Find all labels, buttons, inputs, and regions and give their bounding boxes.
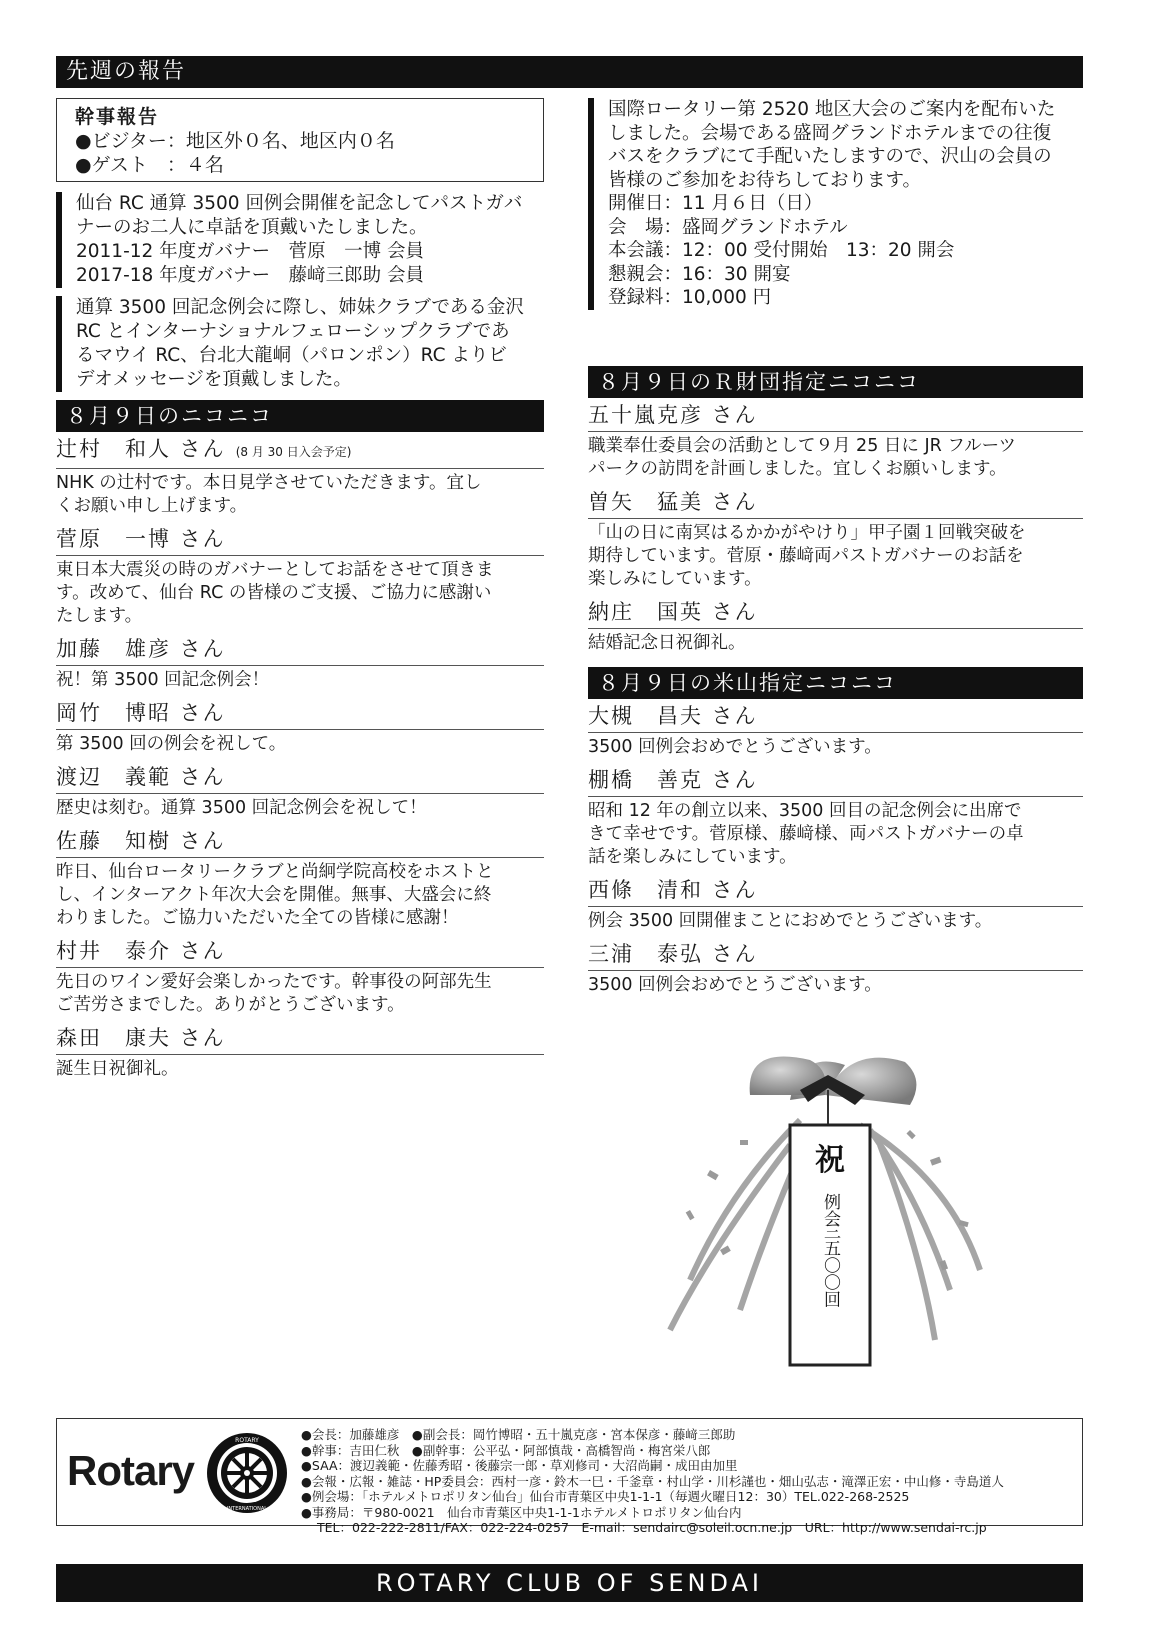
yoneyama-heading: ８月９日の米山指定ニコニコ xyxy=(588,667,1083,699)
message-text: 昨日、仙台ロータリークラブと尚絅学院高校をホストと し、インターアクト年次大会を開催。無事、大盛会に終 わりました。ご協力いただいた全ての皆様に感謝！ xyxy=(56,862,494,928)
officer-line: ●幹事：吉田仁秋 ●副幹事：公平弘・阿部慎哉・高橋智尚・梅宮栄八郎 xyxy=(301,1442,711,1458)
officer-line: ●例会場：「ホテルメトロポリタン仙台」仙台市青葉区中央1-1-1（毎週火曜日12：30）TEL.022-268-2525 xyxy=(301,1489,910,1504)
page-title: 先週の報告 xyxy=(56,56,1083,88)
right-column xyxy=(588,98,1083,1001)
message-entry xyxy=(588,398,1083,485)
member-name: 納庄 国英 さん xyxy=(588,595,1083,629)
member-name: 大槻 昌夫 さん xyxy=(588,699,1083,733)
message-entry xyxy=(588,763,1083,873)
officer-line: ●会長：加藤雄彦 ●副会長：岡竹博昭・五十嵐克彦・宮本保彦・藤﨑三郎助 xyxy=(301,1427,736,1442)
message-text: NHK の辻村です。本日見学させていただきます。宜し くお願い申し上げます。 xyxy=(56,473,482,516)
officer-line: ●事務局：〒980-0021 仙台市青葉区中央1-1-1ホテルメトロポリタン仙台内 xyxy=(301,1504,742,1520)
contact-line: TEL：022-222-2811/FAX：022-224-0257 E-mail：sendairc@soleil.ocn.ne.jp URL：http://www.sendai-rc.jp xyxy=(317,1520,987,1535)
message-text: 3500 回例会おめでとうございます。 xyxy=(588,736,882,757)
member-name: 棚橋 善克 さん xyxy=(588,763,1083,797)
message-entry xyxy=(56,432,544,522)
message-entry xyxy=(588,595,1083,659)
message-entry xyxy=(588,699,1083,763)
message-text: 昭和 12 年の創立以来、3500 回目の記念例会に出席で きて幸せです。菅原様、藤﨑様、両パストガバナーの卓 話を楽しみにしています。 xyxy=(588,800,1024,867)
message-entry xyxy=(56,824,544,934)
rotary-logo-text: Rotary xyxy=(67,1447,195,1494)
message-text: 東日本大震災の時のガバナーとしてお話をさせて頂きま す。改めて、仙台 RC の皆様のご支援、ご協力に感謝い たします。 xyxy=(56,560,494,626)
officer-line: ●会報・広報・雑誌・HP委員会：西村一彦・鈴木一巳・千釜章・村山学・川杉謹也・畑山弘志・滝澤正宏・中山修・寺島道人 xyxy=(301,1473,1004,1489)
message-text: 結婚記念日祝御礼。 xyxy=(588,632,746,653)
notice-line: 通算 3500 回記念例会に際し、姉妹クラブである金沢 xyxy=(76,297,524,318)
member-name: 加藤 雄彦 さん xyxy=(56,632,544,666)
officers-list xyxy=(301,1427,1004,1536)
message-text: 誕生日祝御礼。 xyxy=(56,1059,179,1079)
member-name: 辻村 和人 さん (8 月 30 日入会予定) xyxy=(56,432,544,469)
nikoniko-list xyxy=(56,432,544,1085)
member-name: 菅原 一博 さん xyxy=(56,522,544,556)
message-text: 祝！第 3500 回記念例会！ xyxy=(56,670,270,690)
member-name: 森田 康夫 さん xyxy=(56,1021,544,1055)
message-text: 先日のワイン愛好会楽しかったです。幹事役の阿部先生 ご苦労さまでした。ありがとうございます。 xyxy=(56,972,492,1015)
message-entry xyxy=(56,632,544,696)
message-entry xyxy=(56,696,544,760)
message-text: 例会 3500 回開催まことにおめでとうございます。 xyxy=(588,910,993,931)
officer-line: ●SAA：渡辺義範・佐藤秀昭・後藤宗一郎・草刈修司・大沼尚嗣・成田由加里 xyxy=(301,1458,738,1473)
member-note: (8 月 30 日入会予定) xyxy=(235,445,352,459)
notice-line: 2017-18 年度ガバナー 藤﨑三郎助 会員 xyxy=(76,265,425,286)
message-text: 3500 回例会おめでとうございます。 xyxy=(588,974,882,995)
district-notice xyxy=(588,98,1083,310)
rotary-wheel-icon xyxy=(205,1431,289,1515)
club-name-banner: ROTARY CLUB OF SENDAI xyxy=(56,1564,1083,1602)
nikoniko-heading: ８月９日のニコニコ xyxy=(56,400,544,432)
message-entry xyxy=(588,937,1083,1001)
message-entry xyxy=(588,485,1083,595)
left-column xyxy=(56,98,544,1085)
district-line: 本会議：12：00 受付開始 13：20 開会 xyxy=(608,240,955,261)
message-entry xyxy=(588,873,1083,937)
notice-block xyxy=(56,192,544,288)
member-name: 五十嵐克彦 さん xyxy=(588,398,1083,432)
svg-text:ROTARY: ROTARY xyxy=(235,1437,259,1444)
notice-line: 仙台 RC 通算 3500 回例会開催を記念してパストガバ xyxy=(76,193,523,214)
district-line: 会 場：盛岡グランドホテル xyxy=(608,216,848,238)
notice-line: RC とインターナショナルフェローシップクラブであ xyxy=(76,321,510,342)
visitors-line: ●ビジター：地区外０名、地区内０名 xyxy=(75,130,395,152)
message-text: 「山の日に南冥はるかかがやけり」甲子園１回戦突破を 期待しています。菅原・藤﨑両パストガバナーのお話を 楽しみにしています。 xyxy=(588,522,1026,589)
r-foundation-heading: ８月９日のＲ財団指定ニコニコ xyxy=(588,366,1083,398)
r-foundation-list xyxy=(588,398,1083,659)
message-text: 歴史は刻む。通算 3500 回記念例会を祝して！ xyxy=(56,798,427,818)
member-name: 三浦 泰弘 さん xyxy=(588,937,1083,971)
banner-line1: 例会 xyxy=(820,1193,840,1227)
member-name: 西條 清和 さん xyxy=(588,873,1083,907)
notice-line: デオメッセージを頂戴しました。 xyxy=(76,369,352,390)
guests-line: ●ゲスト ：４名 xyxy=(75,154,224,176)
district-line: しました。会場である盛岡グランドホテルまでの往復 xyxy=(608,122,1052,144)
message-text: 職業奉仕委員会の活動として９月 25 日に JR フルーツ パークの訪問を計画しました。宜しくお願いします。 xyxy=(588,435,1016,479)
member-name: 岡竹 博昭 さん xyxy=(56,696,544,730)
district-line: 国際ロータリー第 2520 地区大会のご案内を配布いた xyxy=(608,99,1056,120)
district-line: 懇親会：16：30 開宴 xyxy=(608,263,791,285)
svg-text:INTERNATIONAL: INTERNATIONAL xyxy=(226,1506,268,1512)
banner-big-char: 祝 xyxy=(815,1143,845,1178)
message-entry xyxy=(56,934,544,1021)
secretary-report-title: 幹事報告 xyxy=(75,106,160,128)
district-line: 登録料：10,000 円 xyxy=(608,287,772,308)
yoneyama-list xyxy=(588,699,1083,1001)
district-line: バスをクラブにて手配いたしますので、沢山の会員の xyxy=(608,146,1052,167)
district-line: 皆様のご参加をお待ちしております。 xyxy=(608,169,922,191)
message-entry xyxy=(56,760,544,824)
member-name: 佐藤 知樹 さん xyxy=(56,824,544,858)
notice-line: るマウイ RC、台北大龍峒（パロンポン）RC よりビ xyxy=(76,345,507,366)
notice-line: 2011-12 年度ガバナー 菅原 一博 会員 xyxy=(76,241,425,262)
celebration-illustration xyxy=(650,1050,1010,1380)
message-entry xyxy=(56,1021,544,1085)
notice-block xyxy=(56,296,544,392)
banner-line2: 三五〇〇回 xyxy=(820,1222,840,1308)
member-name: 村井 泰介 さん xyxy=(56,934,544,968)
message-text: 第 3500 回の例会を祝して。 xyxy=(56,734,287,754)
footer-info xyxy=(56,1418,1083,1535)
member-name: 曽矢 猛美 さん xyxy=(588,485,1083,519)
district-line: 開催日：11 月６日（日） xyxy=(608,193,823,214)
secretary-report xyxy=(56,98,544,182)
notice-line: ナーのお二人に卓話を頂戴いたしました。 xyxy=(76,217,428,238)
member-name: 渡辺 義範 さん xyxy=(56,760,544,794)
message-entry xyxy=(56,522,544,632)
